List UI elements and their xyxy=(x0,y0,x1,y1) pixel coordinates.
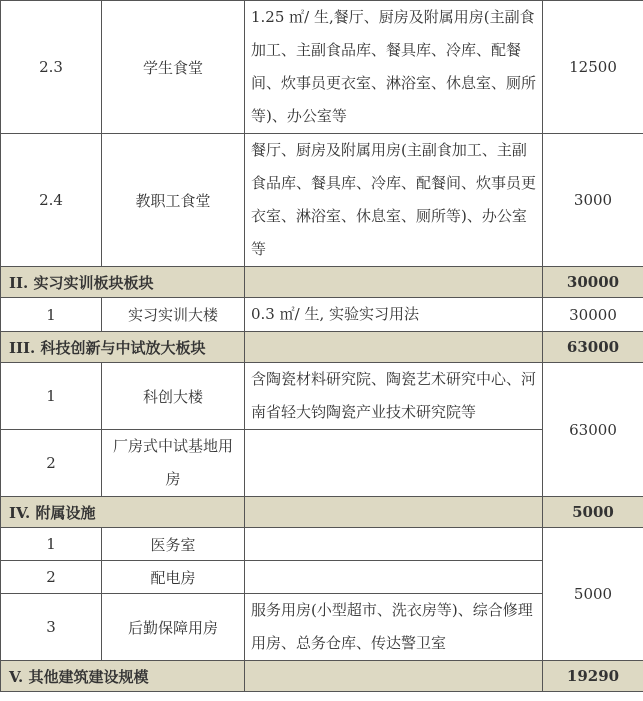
section-empty-cell xyxy=(245,497,543,528)
table-row xyxy=(1,528,643,561)
section-total: 63000 xyxy=(543,332,643,363)
section-header-row xyxy=(1,332,643,363)
row-index: 1 xyxy=(1,363,102,430)
building-name: 学生食堂 xyxy=(102,1,245,134)
row-index: 2 xyxy=(1,561,102,594)
building-area: 5000 xyxy=(543,528,643,661)
building-area: 12500 xyxy=(543,1,643,134)
building-description: 餐厅、厨房及附属用房(主副食加工、主副食品库、餐具库、冷库、配餐间、炊事员更衣室、淋浴室、休息室、厕所等)、办公室等 xyxy=(245,134,543,267)
section-header-row xyxy=(1,267,643,298)
section-empty-cell xyxy=(245,267,543,298)
section-title: II. 实习实训板块板块 xyxy=(1,267,245,298)
building-area: 30000 xyxy=(543,298,643,332)
building-description: 服务用房(小型超市、洗衣房等)、综合修理用房、总务仓库、传达警卫室 xyxy=(245,594,543,661)
building-description: 1.25 ㎡/ 生,餐厅、厨房及附属用房(主副食加工、主副食品库、餐具库、冷库、配餐间、炊事员更衣室、淋浴室、休息室、厕所等)、办公室等 xyxy=(245,1,543,134)
building-name: 医务室 xyxy=(102,528,245,561)
table-row xyxy=(1,363,643,430)
building-name: 科创大楼 xyxy=(102,363,245,430)
row-index: 2 xyxy=(1,430,102,497)
section-header-row xyxy=(1,661,643,692)
section-header-row xyxy=(1,497,643,528)
section-empty-cell xyxy=(245,332,543,363)
section-title: V. 其他建筑建设规模 xyxy=(1,661,245,692)
building-name: 后勤保障用房 xyxy=(102,594,245,661)
building-description: 含陶瓷材料研究院、陶瓷艺术研究中心、河南省轻大钧陶瓷产业技术研究院等 xyxy=(245,363,543,430)
building-name: 教职工食堂 xyxy=(102,134,245,267)
table-row xyxy=(1,134,643,267)
table-row xyxy=(1,1,643,134)
section-total: 19290 xyxy=(543,661,643,692)
section-title: IV. 附属设施 xyxy=(1,497,245,528)
row-index: 3 xyxy=(1,594,102,661)
section-total: 30000 xyxy=(543,267,643,298)
building-description xyxy=(245,528,543,561)
section-empty-cell xyxy=(245,661,543,692)
building-area: 63000 xyxy=(543,363,643,497)
building-name: 实习实训大楼 xyxy=(102,298,245,332)
section-title: III. 科技创新与中试放大板块 xyxy=(1,332,245,363)
building-description: 0.3 ㎡/ 生, 实验实习用法 xyxy=(245,298,543,332)
building-area: 3000 xyxy=(543,134,643,267)
table-row xyxy=(1,298,643,332)
row-index: 1 xyxy=(1,298,102,332)
building-name: 配电房 xyxy=(102,561,245,594)
row-index: 2.3 xyxy=(1,1,102,134)
building-description xyxy=(245,430,543,497)
building-name: 厂房式中试基地用房 xyxy=(102,430,245,497)
row-index: 2.4 xyxy=(1,134,102,267)
row-index: 1 xyxy=(1,528,102,561)
building-description xyxy=(245,561,543,594)
section-total: 5000 xyxy=(543,497,643,528)
